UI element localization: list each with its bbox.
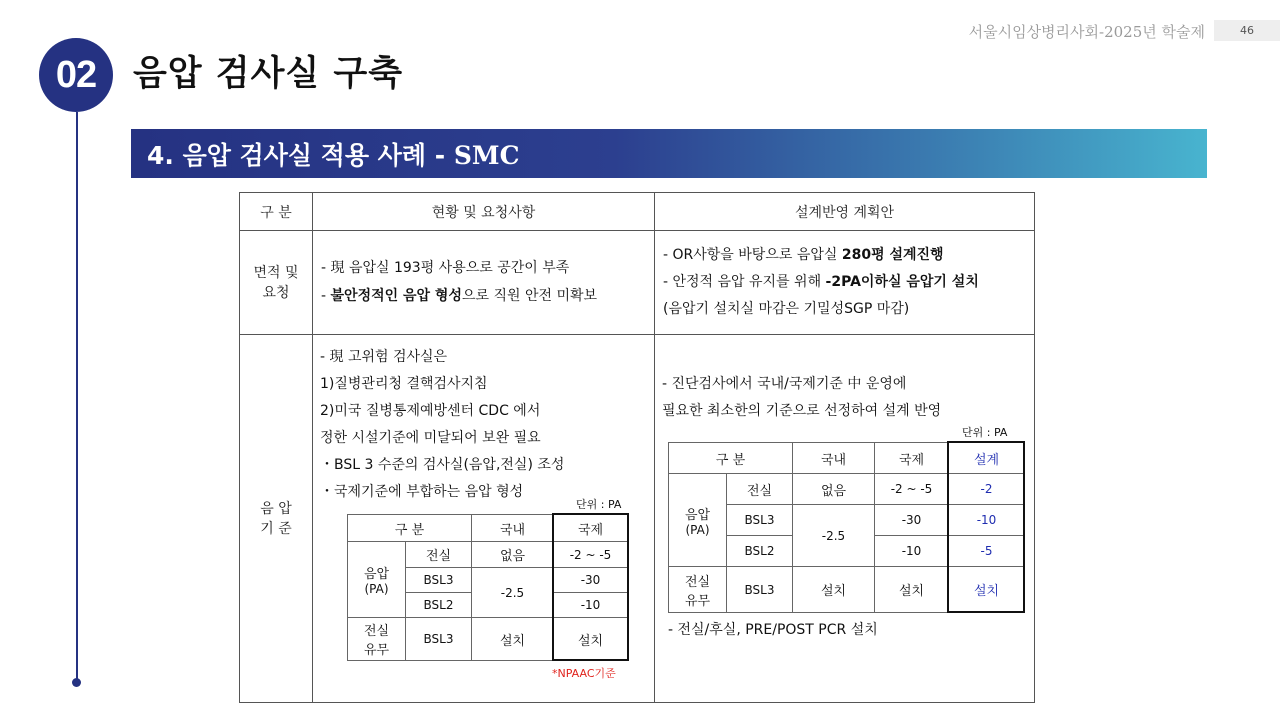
header-category: 구 분 bbox=[240, 193, 313, 231]
right-group-pressure: 음압 (PA) bbox=[669, 474, 727, 567]
right-header-intl: 국제 bbox=[875, 443, 949, 474]
area-plan-line-1: - OR사항을 바탕으로 음압실 280평 설계진행 bbox=[663, 247, 944, 263]
right-type-bsl3: BSL3 bbox=[727, 505, 793, 536]
right-intl-bsl3: -30 bbox=[875, 505, 949, 536]
pressure-plan-footer: - 전실/후실, PRE/POST PCR 설치 bbox=[668, 622, 878, 638]
area-plan-line-3: (음압기 설치실 마감은 기밀성SGP 마감) bbox=[663, 301, 910, 317]
header-current: 현황 및 요청사항 bbox=[313, 193, 655, 231]
area-current-line-2: - 불안정적인 음압 형성으로 직원 안전 미확보 bbox=[321, 288, 598, 304]
left-install-domestic: 설치 bbox=[472, 618, 554, 661]
left-type-anteroom: 전실 bbox=[406, 542, 472, 568]
table-row-area bbox=[240, 231, 1035, 335]
left-header-category: 구 분 bbox=[348, 515, 472, 542]
pressure-current-line-1: - 現 고위험 검사실은 bbox=[320, 349, 448, 365]
pressure-current-line-5: ・BSL 3 수준의 검사실(음압,전실) 조성 bbox=[320, 457, 565, 473]
left-group-install: 전실 유무 bbox=[348, 618, 406, 661]
area-current-cell bbox=[313, 231, 655, 335]
right-table-unit: 단위 : PA bbox=[962, 426, 1008, 439]
left-domestic-bsl: -2.5 bbox=[472, 568, 554, 618]
left-install-type: BSL3 bbox=[406, 618, 472, 661]
right-design-table bbox=[668, 442, 1025, 613]
pressure-current-line-6: ・국제기준에 부합하는 음압 형성 bbox=[320, 484, 524, 500]
right-header-domestic: 국내 bbox=[793, 443, 875, 474]
right-group-install: 전실 유무 bbox=[669, 567, 727, 613]
right-install-design: 설치 bbox=[949, 567, 1025, 613]
right-install-type: BSL3 bbox=[727, 567, 793, 613]
right-header-category: 구 분 bbox=[669, 443, 793, 474]
left-intl-anteroom: -2 ~ -5 bbox=[554, 542, 628, 568]
timeline-line bbox=[76, 112, 78, 682]
banner-title-smc: SMC bbox=[453, 140, 520, 170]
right-domestic-anteroom: 없음 bbox=[793, 474, 875, 505]
left-domestic-anteroom: 없음 bbox=[472, 542, 554, 568]
right-intl-anteroom: -2 ~ -5 bbox=[875, 474, 949, 505]
right-design-bsl2: -5 bbox=[949, 536, 1025, 567]
left-table-note: *NPAAC기준 bbox=[552, 667, 616, 680]
area-plan-cell bbox=[655, 231, 1035, 335]
left-type-bsl3: BSL3 bbox=[406, 568, 472, 593]
right-intl-bsl2: -10 bbox=[875, 536, 949, 567]
area-plan-line-2: - 안정적 음압 유지를 위해 -2PA이하실 음압기 설치 bbox=[663, 274, 979, 290]
right-domestic-bsl: -2.5 bbox=[793, 505, 875, 567]
left-table-unit: 단위 : PA bbox=[576, 498, 622, 511]
page-number: 46 bbox=[1214, 20, 1280, 41]
section-banner bbox=[131, 129, 1207, 178]
right-install-intl: 설치 bbox=[875, 567, 949, 613]
pressure-current-line-4: 정한 시설기준에 미달되어 보완 필요 bbox=[320, 430, 541, 446]
right-header-design: 설계 bbox=[949, 443, 1025, 474]
timeline-dot bbox=[72, 678, 81, 687]
pressure-plan-line-2: 필요한 최소한의 기준으로 선정하여 설계 반영 bbox=[662, 403, 942, 419]
banner-title-main: 4. 음압 검사실 적용 사례 - bbox=[147, 140, 454, 170]
right-install-domestic: 설치 bbox=[793, 567, 875, 613]
left-standard-table bbox=[347, 514, 628, 661]
right-type-anteroom: 전실 bbox=[727, 474, 793, 505]
left-header-domestic: 국내 bbox=[472, 515, 554, 542]
pressure-plan-line-1: - 진단검사에서 국내/국제기준 中 운영에 bbox=[662, 376, 907, 392]
pressure-current-line-3: 2)미국 질병통제예방센터 CDC 에서 bbox=[320, 403, 541, 419]
left-install-intl: 설치 bbox=[554, 618, 628, 661]
row-label-pressure: 음 압 기 준 bbox=[240, 335, 313, 703]
row-label-area: 면적 및 요청 bbox=[240, 231, 313, 335]
area-current-line-1: - 現 음압실 193평 사용으로 공간이 부족 bbox=[321, 260, 570, 276]
left-header-intl: 국제 bbox=[554, 515, 628, 542]
left-type-bsl2: BSL2 bbox=[406, 593, 472, 618]
header-plan: 설계반영 계획안 bbox=[655, 193, 1035, 231]
right-design-bsl3: -10 bbox=[949, 505, 1025, 536]
left-intl-bsl3: -30 bbox=[554, 568, 628, 593]
right-design-anteroom: -2 bbox=[949, 474, 1025, 505]
section-number-badge: 02 bbox=[39, 38, 113, 112]
table-header-row bbox=[240, 193, 1035, 231]
left-intl-bsl2: -10 bbox=[554, 593, 628, 618]
event-caption: 서울시임상병리사회-2025년 학술제 bbox=[968, 23, 1205, 41]
right-type-bsl2: BSL2 bbox=[727, 536, 793, 567]
left-group-pressure: 음압 (PA) bbox=[348, 542, 406, 618]
pressure-current-line-2: 1)질병관리청 결핵검사지침 bbox=[320, 376, 488, 392]
page-title: 음압 검사실 구축 bbox=[133, 54, 404, 94]
banner-title bbox=[147, 136, 519, 172]
